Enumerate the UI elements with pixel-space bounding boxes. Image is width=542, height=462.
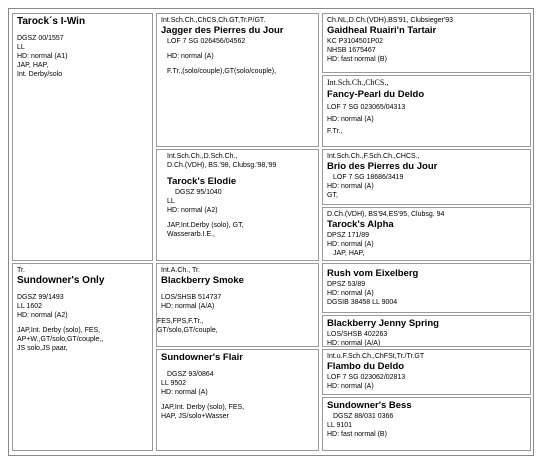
dam-sire-line: GT/solo,GT/couple, <box>157 327 218 334</box>
sire-sire-dam-name: Fancy-Pearl du Deldo <box>327 89 425 100</box>
dam-dam-sire-title: Int.u.F.Sch.Ch.,ChFSt,Tr./Tr.GT <box>327 353 425 360</box>
sire-sire-sire-line: KC P3104501P02 <box>327 38 384 45</box>
dam-dam-cell <box>156 349 319 451</box>
sire-line: JAP, HAP, <box>17 62 49 69</box>
sire-dam-sire-line: LOF 7 SG 18686/3419 <box>333 174 404 181</box>
sire-dam-line: LL <box>167 198 175 205</box>
dam-sire-dam-line: HD: normal (A/A) <box>327 340 381 347</box>
sire-line: HD: normal (A1) <box>17 53 68 60</box>
dam-sire-dam-cell <box>322 315 531 347</box>
sire-dam-dam-title: D.Ch.(VDH), BS'94,ES'95, Clubsg. 94 <box>327 211 445 218</box>
sire-dam-sire-line: HD: normal (A) <box>327 183 374 190</box>
sire-dam-sire-title: Int.Sch.Ch.,F.Sch.Ch.,CHCS., <box>327 153 420 160</box>
sire-dam-line: DGSZ 95/1040 <box>175 189 222 196</box>
dam-line: JAP,Int. Derby (solo), FES, <box>17 327 101 334</box>
dam-dam-sire-cell <box>322 349 531 395</box>
dam-sire-sire-line: HD: normal (A) <box>327 290 374 297</box>
sire-sire-dam-cell <box>322 75 531 147</box>
dam-dam-name: Sundowner's Flair <box>161 352 243 363</box>
sire-sire-cell <box>156 13 319 147</box>
sire-sire-sire-title: Ch.NL,D.Ch.(VDH),BS'91, Clubsieger'93 <box>327 17 453 24</box>
sire-dam-title: D.Ch.(VDH), BS.'98, Clubsg.'98,'99 <box>167 162 277 169</box>
sire-dam-line: HD: normal (A2) <box>167 207 218 214</box>
dam-dam-dam-cell <box>322 397 531 451</box>
sire-sire-line: LOF 7 SG 026456/04562 <box>167 38 246 45</box>
sire-dam-line: JAP,Int.Derby (solo), GT, <box>167 222 244 229</box>
sire-dam-dam-line: JAP, HAP, <box>333 250 365 257</box>
dam-dam-sire-name: Flambo du Deldo <box>327 361 405 372</box>
dam-dam-sire-line: LOF 7 SG 023062/02813 <box>327 374 406 381</box>
dam-line: AP+W.,GT/solo,GT/couple,, <box>17 336 104 343</box>
sire-dam-title: Int.Sch.Ch.,D.Sch.Ch., <box>167 153 238 160</box>
dam-line: DGSZ 99/1493 <box>17 294 64 301</box>
sire-dam-dam-line: DPSZ 171/89 <box>327 232 370 239</box>
dam-dam-dam-line: LL 9101 <box>327 422 353 429</box>
dam-line: HD: normal (A2) <box>17 312 68 319</box>
sire-cell <box>12 13 153 261</box>
sire-sire-dam-line: LOF 7 SG 023065/04313 <box>327 104 406 111</box>
sire-sire-dam-line: F.Tr., <box>327 128 343 135</box>
sire-sire-name: Jagger des Pierres du Jour <box>161 25 284 36</box>
sire-dam-cell <box>156 149 319 261</box>
sire-line: Int. Derby/solo <box>17 71 63 78</box>
dam-sire-dam-line: LOS/SHSB 402263 <box>327 331 388 338</box>
sire-dam-sire-name: Brio des Pierres du Jour <box>327 161 438 172</box>
dam-dam-line: DGSZ 93/0864 <box>167 371 214 378</box>
dam-sire-sire-line: DPSZ 53/89 <box>327 281 366 288</box>
sire-sire-dam-title: Int.Sch.Ch.,ChCS., <box>327 78 389 87</box>
dam-line: JS solo,JS paar, <box>17 345 68 352</box>
dam-sire-name: Blackberry Smoke <box>161 275 244 286</box>
dam-dam-sire-line: HD: normal (A) <box>327 383 374 390</box>
sire-line: LL <box>17 44 25 51</box>
sire-sire-sire-name: Gaidheal Ruairi'n Tartair <box>327 25 437 36</box>
dam-sire-sire-cell <box>322 263 531 313</box>
dam-sire-title: Int.A.Ch., Tr. <box>161 267 200 274</box>
sire-sire-line: F.Tr.,(solo/couple),GT(solo/couple), <box>167 68 277 75</box>
sire-dam-sire-line: GT, <box>327 192 338 199</box>
dam-dam-dam-name: Sundowner's Bess <box>327 400 412 411</box>
dam-name: Sundowner's Only <box>17 275 105 286</box>
dam-title: Tr. <box>17 267 25 274</box>
sire-line: DGSZ 00/1557 <box>17 35 64 42</box>
sire-name: Tarock´s I-Win <box>17 16 86 27</box>
dam-sire-sire-line: DGSIB 38458 LL 9004 <box>327 299 398 306</box>
dam-dam-line: HD: normal (A) <box>161 389 208 396</box>
dam-dam-line: LL 9502 <box>161 380 187 387</box>
dam-sire-line: LOS/SHSB 514737 <box>161 294 222 301</box>
dam-line: LL 1602 <box>17 303 43 310</box>
dam-sire-line: HD: normal (A/A) <box>161 303 215 310</box>
sire-sire-sire-cell <box>322 13 531 73</box>
sire-sire-sire-line: HD: fast normal (B) <box>327 56 387 63</box>
dam-dam-line: HAP, JS/solo+Wasser <box>161 413 229 420</box>
sire-dam-name: Tarock's Elodie <box>167 176 237 187</box>
dam-dam-dam-line: DGSZ 88/031 0366 <box>333 413 394 420</box>
sire-sire-sire-line: NHSB 1675467 <box>327 47 376 54</box>
dam-sire-line: FES,FPS,F.Tr., <box>157 318 204 325</box>
sire-dam-dam-line: HD: normal (A) <box>327 241 374 248</box>
sire-dam-dam-name: Tarock's Alpha <box>327 219 394 230</box>
sire-sire-title: Int.Sch.Ch.,ChCS,Ch.GT,Tr.P/GT. <box>161 17 266 24</box>
sire-dam-sire-cell <box>322 149 531 205</box>
dam-sire-cell <box>156 263 319 347</box>
dam-dam-line: JAP,Int. Derby (solo), FES, <box>161 404 245 411</box>
dam-cell <box>12 263 153 451</box>
dam-sire-dam-name: Blackberry Jenny Spring <box>327 318 439 329</box>
sire-sire-line: HD: normal (A) <box>167 53 214 60</box>
sire-sire-dam-line: HD: normal (A) <box>327 116 374 123</box>
dam-sire-sire-name: Rush vom Eixelberg <box>327 268 419 279</box>
dam-dam-dam-line: HD: fast normal (B) <box>327 431 387 438</box>
sire-dam-line: Wasserarb.I.E., <box>167 231 215 238</box>
sire-dam-dam-cell <box>322 207 531 261</box>
